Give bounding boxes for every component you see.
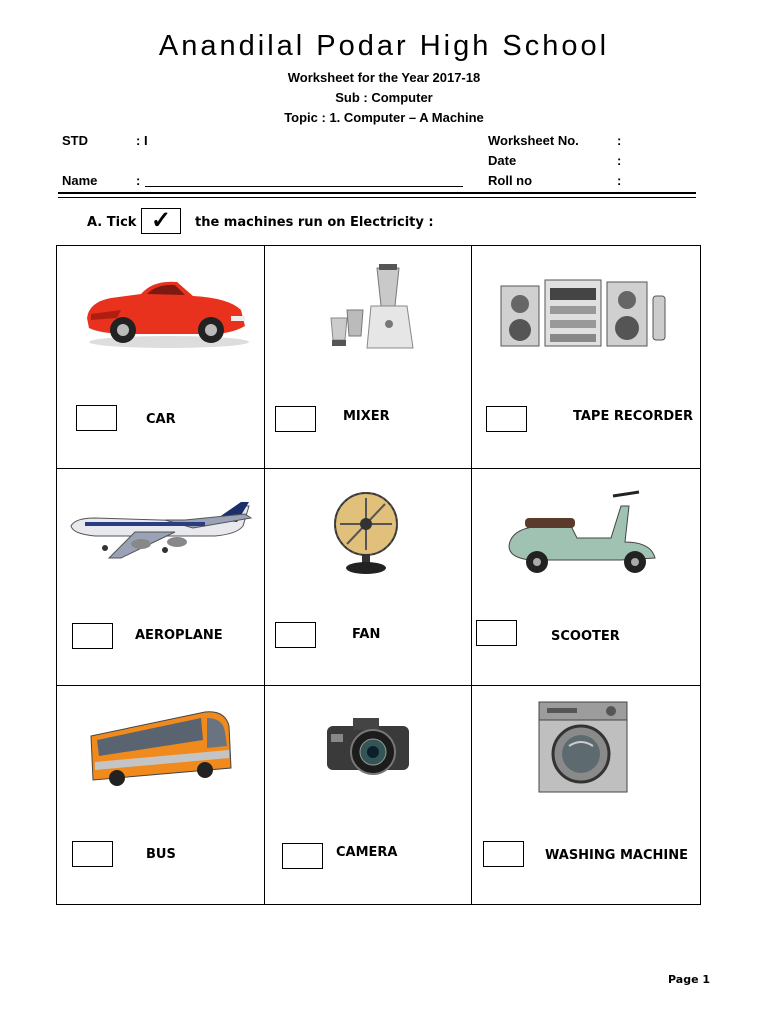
- checkbox-camera[interactable]: [282, 843, 323, 869]
- tape-recorder-icon: [497, 274, 673, 350]
- label-tape-recorder: TAPE RECORDER: [573, 409, 694, 424]
- name-field-line[interactable]: [145, 186, 463, 187]
- name-label: Name: [62, 173, 98, 188]
- bus-icon: [87, 706, 233, 790]
- page-number: Page 1: [668, 973, 711, 986]
- checkbox-fan[interactable]: [275, 622, 316, 648]
- worksheet-no-label: Worksheet No.: [488, 133, 579, 148]
- date-label: Date: [488, 153, 517, 168]
- header-rule-thin: [58, 197, 696, 198]
- worksheet-no-colon: :: [617, 133, 622, 148]
- label-washing-machine: WASHING MACHINE: [545, 848, 688, 863]
- label-fan: FAN: [352, 627, 381, 642]
- checkbox-bus[interactable]: [72, 841, 113, 867]
- checkbox-car[interactable]: [76, 405, 117, 431]
- car-icon: [81, 268, 251, 350]
- roll-label: Roll no: [488, 173, 533, 188]
- instruction-prefix: A. Tick: [87, 215, 137, 230]
- checkbox-mixer[interactable]: [275, 406, 316, 432]
- label-bus: BUS: [146, 847, 176, 862]
- check-icon: ✓: [150, 207, 172, 234]
- checkbox-tape-recorder[interactable]: [486, 406, 527, 432]
- std-label: STD: [62, 133, 88, 148]
- date-colon: :: [617, 153, 622, 168]
- label-mixer: MIXER: [343, 409, 390, 424]
- label-scooter: SCOOTER: [551, 629, 620, 644]
- worksheet-title: Worksheet for the Year 2017-18: [287, 70, 481, 85]
- school-name: Anandilal Podar High School: [158, 30, 610, 62]
- roll-colon: :: [617, 173, 622, 188]
- name-colon: :: [136, 173, 141, 188]
- scooter-icon: [501, 486, 663, 576]
- mixer-icon: [325, 262, 425, 356]
- camera-icon: [323, 714, 413, 780]
- checkbox-washing-machine[interactable]: [483, 841, 524, 867]
- fan-icon: [323, 490, 409, 576]
- label-aeroplane: AEROPLANE: [135, 628, 223, 643]
- topic: Topic : 1. Computer – A Machine: [284, 110, 484, 125]
- instruction-text: the machines run on Electricity :: [195, 215, 434, 230]
- washing-machine-icon: [535, 698, 631, 794]
- label-camera: CAMERA: [336, 845, 398, 860]
- sample-tick-box: [141, 208, 181, 234]
- aeroplane-icon: [65, 496, 255, 566]
- checkbox-aeroplane[interactable]: [72, 623, 113, 649]
- label-car: CAR: [146, 412, 176, 427]
- subject: Sub : Computer: [335, 90, 433, 105]
- machines-grid: [56, 245, 701, 905]
- header-rule-thick: [58, 192, 696, 194]
- std-value: : I: [136, 133, 148, 148]
- checkbox-scooter[interactable]: [476, 620, 517, 646]
